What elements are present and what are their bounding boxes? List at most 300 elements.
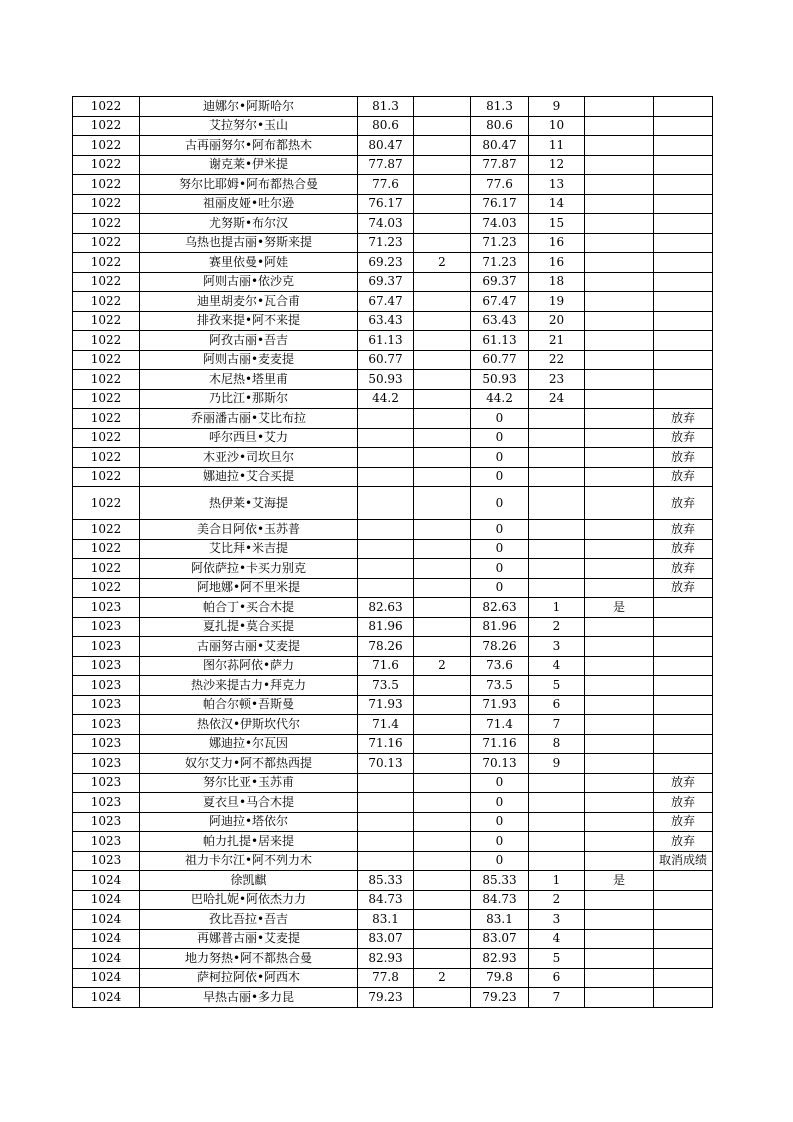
position-code-cell: 1022	[73, 331, 140, 351]
rank-cell: 7	[529, 988, 585, 1008]
shortlisted-cell	[585, 656, 654, 676]
remark-cell: 放弃	[654, 773, 713, 793]
bonus-points-cell	[414, 871, 471, 891]
bonus-points-cell	[414, 773, 471, 793]
position-code-cell: 1022	[73, 467, 140, 487]
bonus-points-cell: 2	[414, 968, 471, 988]
position-code-cell: 1023	[73, 715, 140, 735]
position-code-cell: 1023	[73, 734, 140, 754]
shortlisted-cell	[585, 617, 654, 637]
table-row	[73, 988, 713, 1008]
position-code-cell: 1024	[73, 910, 140, 930]
written-score-cell: 82.63	[358, 598, 414, 618]
rank-cell	[529, 773, 585, 793]
remark-cell	[654, 272, 713, 292]
remark-cell	[654, 929, 713, 949]
written-score-cell: 81.96	[358, 617, 414, 637]
table-row	[73, 812, 713, 832]
position-code-cell: 1022	[73, 136, 140, 156]
rank-cell	[529, 539, 585, 559]
bonus-points-cell	[414, 754, 471, 774]
candidate-name-cell: 迪娜尔•阿斯哈尔	[140, 97, 358, 117]
table-row	[73, 331, 713, 351]
position-code-cell: 1022	[73, 428, 140, 448]
written-score-cell	[358, 793, 414, 813]
candidate-name-cell: 夏扎提•莫合买提	[140, 617, 358, 637]
shortlisted-cell	[585, 949, 654, 969]
written-score-cell	[358, 812, 414, 832]
position-code-cell: 1022	[73, 253, 140, 273]
shortlisted-cell: 是	[585, 871, 654, 891]
written-score-cell: 80.47	[358, 136, 414, 156]
shortlisted-cell	[585, 448, 654, 468]
rank-cell: 8	[529, 734, 585, 754]
table-row	[73, 949, 713, 969]
total-score-cell: 71.23	[471, 233, 529, 253]
remark-cell: 放弃	[654, 812, 713, 832]
remark-cell: 放弃	[654, 448, 713, 468]
bonus-points-cell	[414, 637, 471, 657]
position-code-cell: 1022	[73, 539, 140, 559]
total-score-cell: 81.3	[471, 97, 529, 117]
remark-cell	[654, 233, 713, 253]
candidate-name-cell: 娜迪拉•艾合买提	[140, 467, 358, 487]
written-score-cell: 83.1	[358, 910, 414, 930]
written-score-cell	[358, 832, 414, 852]
table-row	[73, 656, 713, 676]
rank-cell	[529, 428, 585, 448]
shortlisted-cell	[585, 214, 654, 234]
bonus-points-cell	[414, 695, 471, 715]
remark-cell	[654, 97, 713, 117]
shortlisted-cell	[585, 754, 654, 774]
candidate-name-cell: 帕力扎提•居来提	[140, 832, 358, 852]
shortlisted-cell	[585, 155, 654, 175]
total-score-cell: 0	[471, 851, 529, 871]
candidate-name-cell: 热沙来提古力•拜克力	[140, 676, 358, 696]
position-code-cell: 1023	[73, 851, 140, 871]
rank-cell: 3	[529, 910, 585, 930]
bonus-points-cell	[414, 311, 471, 331]
written-score-cell: 63.43	[358, 311, 414, 331]
rank-cell: 10	[529, 116, 585, 136]
candidate-name-cell: 奴尔艾力•阿不都热西提	[140, 754, 358, 774]
rank-cell: 14	[529, 194, 585, 214]
shortlisted-cell	[585, 890, 654, 910]
shortlisted-cell	[585, 676, 654, 696]
total-score-cell: 61.13	[471, 331, 529, 351]
total-score-cell: 50.93	[471, 370, 529, 390]
remark-cell: 放弃	[654, 487, 713, 520]
table-row	[73, 929, 713, 949]
written-score-cell: 77.8	[358, 968, 414, 988]
remark-cell	[654, 350, 713, 370]
candidate-name-cell: 乃比江•那斯尔	[140, 389, 358, 409]
table-row	[73, 253, 713, 273]
table-row	[73, 617, 713, 637]
written-score-cell	[358, 578, 414, 598]
remark-cell	[654, 311, 713, 331]
shortlisted-cell	[585, 539, 654, 559]
rank-cell: 6	[529, 968, 585, 988]
shortlisted-cell	[585, 487, 654, 520]
remark-cell	[654, 155, 713, 175]
table-row	[73, 194, 713, 214]
written-score-cell: 71.6	[358, 656, 414, 676]
bonus-points-cell	[414, 949, 471, 969]
candidate-name-cell: 徐凯麒	[140, 871, 358, 891]
remark-cell	[654, 292, 713, 312]
table-row	[73, 272, 713, 292]
bonus-points-cell	[414, 487, 471, 520]
total-score-cell: 83.07	[471, 929, 529, 949]
rank-cell	[529, 578, 585, 598]
total-score-cell: 60.77	[471, 350, 529, 370]
position-code-cell: 1022	[73, 520, 140, 540]
rank-cell: 6	[529, 695, 585, 715]
total-score-cell: 82.93	[471, 949, 529, 969]
bonus-points-cell	[414, 175, 471, 195]
position-code-cell: 1022	[73, 272, 140, 292]
shortlisted-cell	[585, 350, 654, 370]
remark-cell	[654, 676, 713, 696]
written-score-cell	[358, 773, 414, 793]
bonus-points-cell	[414, 793, 471, 813]
bonus-points-cell	[414, 715, 471, 735]
table-row	[73, 214, 713, 234]
candidate-name-cell: 祖丽皮娅•吐尔逊	[140, 194, 358, 214]
position-code-cell: 1022	[73, 448, 140, 468]
written-score-cell: 61.13	[358, 331, 414, 351]
candidate-name-cell: 祖力卡尔江•阿不列力木	[140, 851, 358, 871]
candidate-name-cell: 阿迪拉•塔依尔	[140, 812, 358, 832]
rank-cell: 21	[529, 331, 585, 351]
position-code-cell: 1024	[73, 890, 140, 910]
bonus-points-cell	[414, 467, 471, 487]
total-score-cell: 0	[471, 448, 529, 468]
bonus-points-cell	[414, 448, 471, 468]
table-row	[73, 832, 713, 852]
remark-cell	[654, 370, 713, 390]
candidate-name-cell: 迪里胡麦尔•瓦合甫	[140, 292, 358, 312]
rank-cell	[529, 812, 585, 832]
shortlisted-cell	[585, 175, 654, 195]
shortlisted-cell	[585, 520, 654, 540]
candidate-name-cell: 萨柯拉阿依•阿西木	[140, 968, 358, 988]
bonus-points-cell: 2	[414, 656, 471, 676]
candidate-name-cell: 努尔比亚•玉苏甫	[140, 773, 358, 793]
total-score-cell: 0	[471, 773, 529, 793]
written-score-cell: 71.23	[358, 233, 414, 253]
bonus-points-cell	[414, 428, 471, 448]
rank-cell	[529, 409, 585, 429]
bonus-points-cell	[414, 116, 471, 136]
shortlisted-cell	[585, 715, 654, 735]
bonus-points-cell	[414, 350, 471, 370]
position-code-cell: 1023	[73, 676, 140, 696]
total-score-cell: 83.1	[471, 910, 529, 930]
table-row	[73, 487, 713, 520]
written-score-cell: 67.47	[358, 292, 414, 312]
candidate-name-cell: 阿则古丽•依沙克	[140, 272, 358, 292]
shortlisted-cell	[585, 968, 654, 988]
bonus-points-cell	[414, 929, 471, 949]
total-score-cell: 67.47	[471, 292, 529, 312]
written-score-cell	[358, 448, 414, 468]
shortlisted-cell	[585, 389, 654, 409]
position-code-cell: 1022	[73, 311, 140, 331]
position-code-cell: 1023	[73, 793, 140, 813]
bonus-points-cell	[414, 851, 471, 871]
rank-cell: 16	[529, 253, 585, 273]
total-score-cell: 0	[471, 578, 529, 598]
table-row	[73, 715, 713, 735]
rank-cell: 7	[529, 715, 585, 735]
position-code-cell: 1024	[73, 949, 140, 969]
position-code-cell: 1023	[73, 617, 140, 637]
total-score-cell: 79.8	[471, 968, 529, 988]
position-code-cell: 1024	[73, 929, 140, 949]
position-code-cell: 1022	[73, 389, 140, 409]
shortlisted-cell	[585, 578, 654, 598]
total-score-cell: 77.6	[471, 175, 529, 195]
table-row	[73, 871, 713, 891]
candidate-name-cell: 乌热也提古丽•努斯来提	[140, 233, 358, 253]
total-score-cell: 71.23	[471, 253, 529, 273]
bonus-points-cell	[414, 910, 471, 930]
table-row	[73, 370, 713, 390]
rank-cell	[529, 487, 585, 520]
candidate-name-cell: 热依汉•伊斯坎代尔	[140, 715, 358, 735]
table-row	[73, 389, 713, 409]
shortlisted-cell	[585, 559, 654, 579]
bonus-points-cell	[414, 136, 471, 156]
shortlisted-cell	[585, 929, 654, 949]
remark-cell	[654, 214, 713, 234]
shortlisted-cell	[585, 832, 654, 852]
shortlisted-cell	[585, 409, 654, 429]
remark-cell: 放弃	[654, 428, 713, 448]
remark-cell	[654, 194, 713, 214]
rank-cell: 23	[529, 370, 585, 390]
written-score-cell: 60.77	[358, 350, 414, 370]
written-score-cell	[358, 409, 414, 429]
position-code-cell: 1023	[73, 637, 140, 657]
remark-cell	[654, 598, 713, 618]
total-score-cell: 85.33	[471, 871, 529, 891]
candidate-name-cell: 木亚沙•司坎旦尔	[140, 448, 358, 468]
table-row	[73, 754, 713, 774]
remark-cell: 放弃	[654, 520, 713, 540]
rank-cell: 12	[529, 155, 585, 175]
shortlisted-cell	[585, 272, 654, 292]
total-score-cell: 63.43	[471, 311, 529, 331]
written-score-cell: 71.93	[358, 695, 414, 715]
written-score-cell: 74.03	[358, 214, 414, 234]
position-code-cell: 1022	[73, 487, 140, 520]
bonus-points-cell	[414, 832, 471, 852]
table-row	[73, 539, 713, 559]
rank-cell: 16	[529, 233, 585, 253]
rank-cell: 4	[529, 929, 585, 949]
candidate-name-cell: 美合日阿依•玉苏普	[140, 520, 358, 540]
total-score-cell: 76.17	[471, 194, 529, 214]
rank-cell	[529, 793, 585, 813]
bonus-points-cell	[414, 598, 471, 618]
candidate-name-cell: 阿孜古丽•吾吉	[140, 331, 358, 351]
bonus-points-cell	[414, 676, 471, 696]
remark-cell	[654, 910, 713, 930]
remark-cell	[654, 715, 713, 735]
remark-cell	[654, 637, 713, 657]
candidate-name-cell: 古丽努古丽•艾麦提	[140, 637, 358, 657]
written-score-cell: 69.37	[358, 272, 414, 292]
shortlisted-cell	[585, 428, 654, 448]
table-row	[73, 734, 713, 754]
table-row	[73, 350, 713, 370]
table-row	[73, 559, 713, 579]
candidate-name-cell: 帕合尔顿•吾斯曼	[140, 695, 358, 715]
bonus-points-cell	[414, 890, 471, 910]
remark-cell: 放弃	[654, 793, 713, 813]
remark-cell: 放弃	[654, 409, 713, 429]
bonus-points-cell	[414, 292, 471, 312]
rank-cell: 19	[529, 292, 585, 312]
table-row	[73, 793, 713, 813]
bonus-points-cell	[414, 617, 471, 637]
shortlisted-cell	[585, 851, 654, 871]
rank-cell: 5	[529, 949, 585, 969]
total-score-cell: 69.37	[471, 272, 529, 292]
candidate-name-cell: 阿则古丽•麦麦提	[140, 350, 358, 370]
total-score-cell: 79.23	[471, 988, 529, 1008]
total-score-cell: 71.16	[471, 734, 529, 754]
remark-cell: 放弃	[654, 578, 713, 598]
written-score-cell: 83.07	[358, 929, 414, 949]
shortlisted-cell	[585, 116, 654, 136]
remark-cell	[654, 253, 713, 273]
rank-cell	[529, 467, 585, 487]
total-score-cell: 0	[471, 520, 529, 540]
written-score-cell	[358, 467, 414, 487]
shortlisted-cell	[585, 734, 654, 754]
shortlisted-cell: 是	[585, 598, 654, 618]
table-row	[73, 428, 713, 448]
table-row	[73, 292, 713, 312]
candidate-name-cell: 阿地娜•阿不里米提	[140, 578, 358, 598]
shortlisted-cell	[585, 311, 654, 331]
table-row	[73, 773, 713, 793]
total-score-cell: 0	[471, 793, 529, 813]
table-row	[73, 116, 713, 136]
candidate-name-cell: 排孜来提•阿不来提	[140, 311, 358, 331]
remark-cell	[654, 331, 713, 351]
total-score-cell: 0	[471, 428, 529, 448]
written-score-cell	[358, 428, 414, 448]
shortlisted-cell	[585, 695, 654, 715]
written-score-cell: 82.93	[358, 949, 414, 969]
candidate-name-cell: 阿依萨拉•卡买力别克	[140, 559, 358, 579]
table-row	[73, 448, 713, 468]
total-score-cell: 0	[471, 487, 529, 520]
candidate-name-cell: 图尔荪阿依•萨力	[140, 656, 358, 676]
table-row	[73, 97, 713, 117]
table-row	[73, 676, 713, 696]
candidate-name-cell: 热伊莱•艾海提	[140, 487, 358, 520]
bonus-points-cell	[414, 97, 471, 117]
table-row	[73, 578, 713, 598]
written-score-cell: 80.6	[358, 116, 414, 136]
rank-cell	[529, 559, 585, 579]
total-score-cell: 77.87	[471, 155, 529, 175]
table-row	[73, 910, 713, 930]
bonus-points-cell	[414, 389, 471, 409]
written-score-cell: 69.23	[358, 253, 414, 273]
table-row	[73, 311, 713, 331]
position-code-cell: 1023	[73, 832, 140, 852]
remark-cell	[654, 175, 713, 195]
written-score-cell: 77.87	[358, 155, 414, 175]
rank-cell	[529, 520, 585, 540]
remark-cell: 放弃	[654, 467, 713, 487]
written-score-cell: 73.5	[358, 676, 414, 696]
table-row	[73, 467, 713, 487]
written-score-cell	[358, 487, 414, 520]
remark-cell	[654, 988, 713, 1008]
position-code-cell: 1022	[73, 559, 140, 579]
table-row	[73, 695, 713, 715]
total-score-cell: 81.96	[471, 617, 529, 637]
total-score-cell: 73.6	[471, 656, 529, 676]
remark-cell	[654, 754, 713, 774]
candidate-name-cell: 谢克莱•伊米提	[140, 155, 358, 175]
shortlisted-cell	[585, 812, 654, 832]
position-code-cell: 1023	[73, 598, 140, 618]
written-score-cell: 78.26	[358, 637, 414, 657]
remark-cell: 取消成绩	[654, 851, 713, 871]
total-score-cell: 74.03	[471, 214, 529, 234]
bonus-points-cell: 2	[414, 253, 471, 273]
total-score-cell: 71.4	[471, 715, 529, 735]
position-code-cell: 1022	[73, 350, 140, 370]
table-row	[73, 968, 713, 988]
total-score-cell: 0	[471, 409, 529, 429]
rank-cell: 4	[529, 656, 585, 676]
rank-cell: 24	[529, 389, 585, 409]
candidate-name-cell: 早热古丽•多力昆	[140, 988, 358, 1008]
remark-cell	[654, 949, 713, 969]
shortlisted-cell	[585, 637, 654, 657]
written-score-cell	[358, 520, 414, 540]
rank-cell: 18	[529, 272, 585, 292]
written-score-cell: 77.6	[358, 175, 414, 195]
score-table-body	[73, 97, 713, 1008]
rank-cell: 22	[529, 350, 585, 370]
rank-cell: 15	[529, 214, 585, 234]
bonus-points-cell	[414, 812, 471, 832]
candidate-name-cell: 呼尔西旦•艾力	[140, 428, 358, 448]
table-row	[73, 520, 713, 540]
bonus-points-cell	[414, 734, 471, 754]
written-score-cell	[358, 559, 414, 579]
written-score-cell	[358, 851, 414, 871]
total-score-cell: 73.5	[471, 676, 529, 696]
candidate-name-cell: 尤努斯•布尔汉	[140, 214, 358, 234]
rank-cell: 2	[529, 890, 585, 910]
table-row	[73, 175, 713, 195]
rank-cell: 9	[529, 97, 585, 117]
rank-cell: 9	[529, 754, 585, 774]
